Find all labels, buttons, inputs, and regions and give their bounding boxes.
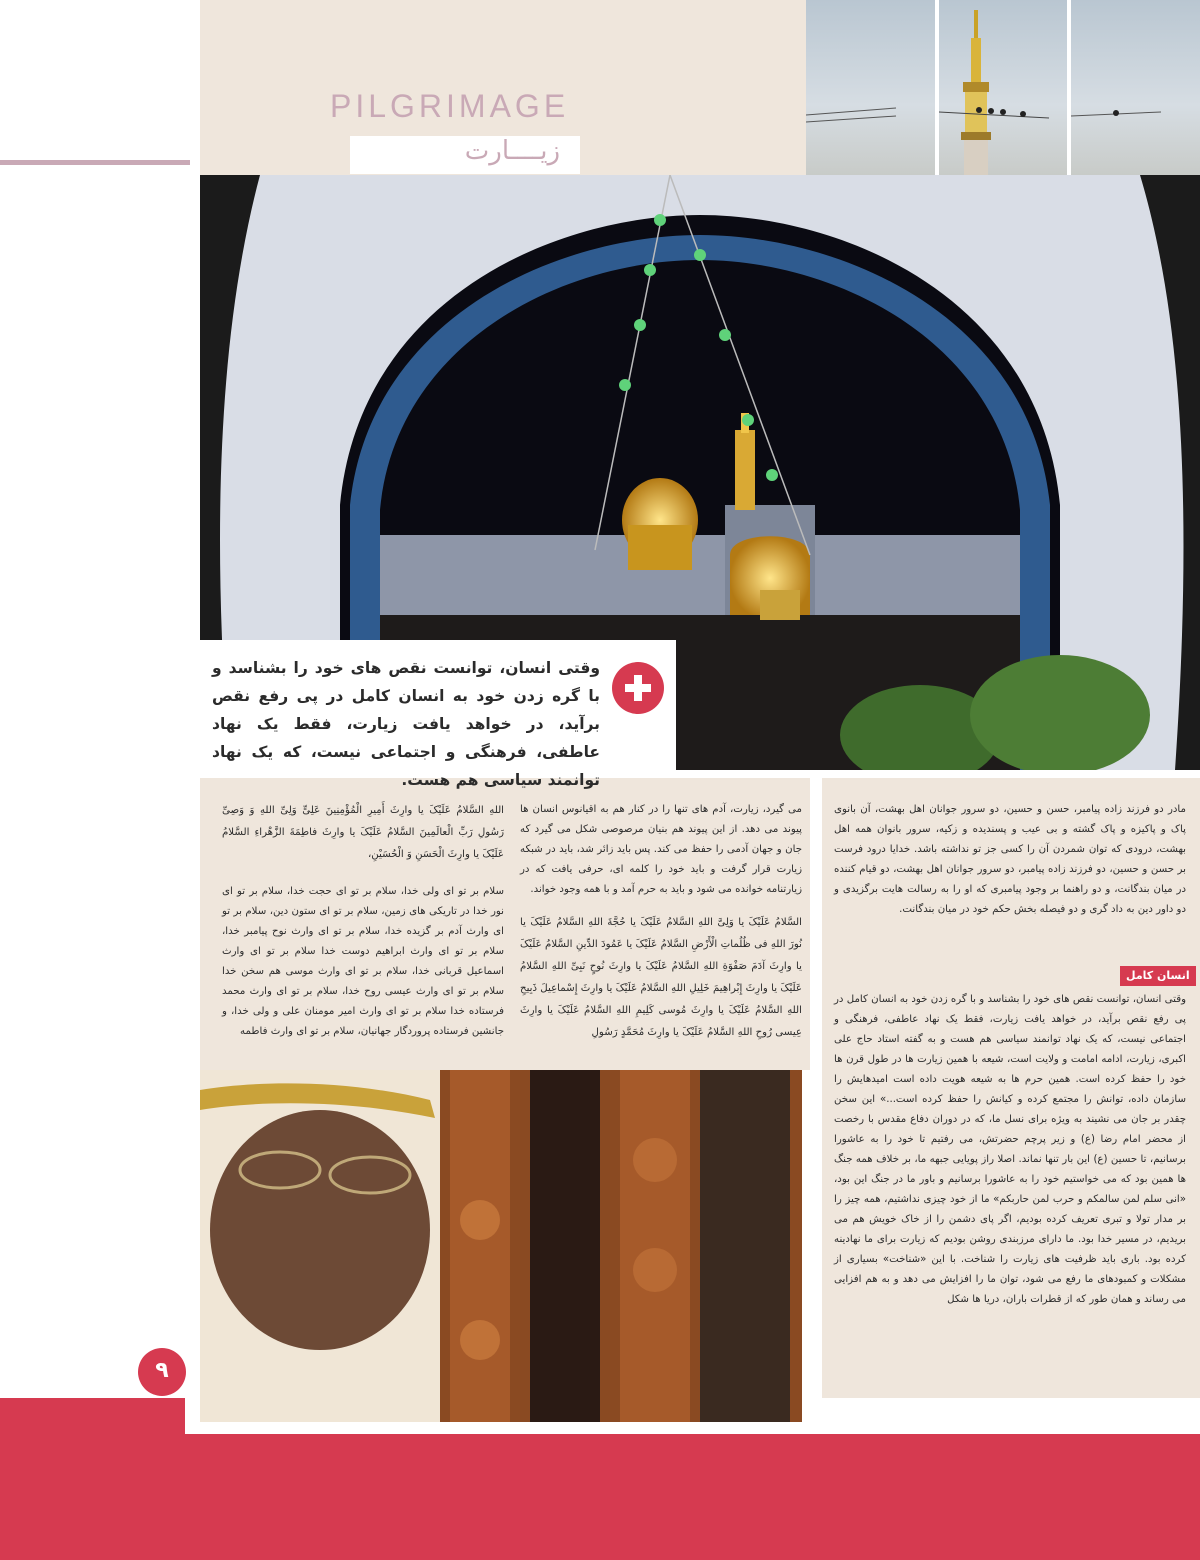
prayer-text-arabic-continued: اللهِ السَّلامُ عَلَیْکَ یا وارِثَ أَمِیرِ الْمُؤْمِنِینَ عَلِیٍّ وَلِیِّ اللهِ وَ وَصِیِّ رَسُولِ رَبِّ الْعالَمِینَ السَّلامُ عَلَیْکَ یا وارِثَ فاطِمَةَ الزَّهْراءِ السَّلامُ عَلَیْکَ یا وارِثَ الْحَسَنِ وَ الْحُسَیْنِ، <box>222 805 504 860</box>
page-number: ۹ <box>138 1348 186 1396</box>
section-title-english: PILGRIMAGE <box>330 88 570 124</box>
birds-on-wire-graphic <box>939 0 1068 175</box>
sky-photo-1 <box>806 0 935 175</box>
minaret-photo <box>939 0 1068 175</box>
prayer-text-arabic: السَّلامُ عَلَیْکَ یا وَلِیَّ اللهِ السَّلامُ عَلَیْکَ یا حُجَّةَ اللهِ السَّلامُ عَلَیْکَ یا نُورَ اللهِ فی ظُلُماتِ الْأَرْضِ السَّلامُ عَلَیْکَ یا عَمُودَ الدِّینِ السَّلامُ عَلَیْکَ یا وارِثَ آدَمَ صَفْوَةِ اللهِ السَّلامُ عَلَیْکَ یا وارِثَ نُوحٍ نَبِیِّ اللهِ السَّلامُ عَلَیْکَ یا وارِثَ إِبْراهِیمَ خَلِیلِ اللهِ السَّلامُ عَلَیْکَ یا وارِثَ إِسْماعِیلَ ذَبِیحِ اللهِ السَّلامُ عَلَیْکَ یا وارِثَ مُوسی کَلِیمِ اللهِ السَّلامُ عَلَیْکَ یا وارِثَ عِیسی رُوحِ اللهِ السَّلامُ عَلَیْکَ یا وارِثَ مُحَمَّدٍ رَسُولِ <box>520 917 802 1038</box>
article-column-middle-top: می گیرد، زیارت، آدم های تنها را در کنار هم به اقیانوس انسان ها پیوند می دهد. از این پیوند هم بنیان مرصوصی شکل می گیرد که جان و جهان آدمی را حفظ می کند. پس باید زائر شد، باید در شبکه زیارت قرار گرفت و باید خود را کلمه ای، حرفی یافت که در زیارتنامه خوانده می شود و باید به حرم آمد و با همه وجود خواند. <box>520 804 802 895</box>
article-column-right-bottom: وقتی انسان، توانست نقص های خود را بشناسد و با گره زدن خود به انسان کامل در پی رفع نقص برآید، در خواهد یافت زیارت، فقط یک نهاد عاطفی، فرهنگی و اجتماعی نیست، که یک نهاد توانمند سیاسی هم هست و به گفته استاد حاج علی اکبری، زیارت، ادامه امامت و ولایت است، شیعه با همین زیارت ها در طول قرن ها خود را حفظ کرده است. همین حرم ها به شیعه هویت داده است امیدهایش را سازمان داده، توانش را مجتمع کرده و کیانش را حفظ کرده است...» این سخن چقدر بر جان می نشیند به ویژه برای نسل ما، که در دوران دفاع مقدس با رخصت از محضر امام رضا (ع) و زیر پرچم حضرتش، می رفتیم تا خود را به عاشورا برسانیم، تا حسین (ع) این بار تنها نماند. اصلا راز پویایی جبهه ما، بر خلاف همه جنگ ها همین بود که می خواستیم خود را به عاشورا برسانیم و باور ما در جنگ این بود، «انی سلم لمن سالمکم و حرب لمن حاربکم» ما از خود چیزی نداشتیم، همه چیز را بر مدار تولا و تبری تعریف کرده بودیم، اگر پای دشمن را از خاک خویش هم می بریدیم، در مسیر خدا بود. ما دارای مرزبندی روشن بودیم که زیارت برای ما نهادینه کرده بود. باری باید ظرفیت های زیارت را شناخت. با این «شناخت» بسیاری از مشکلات و کمبودهای ما رفع می شود، توان ما را افزایش می دهد و به هم افزایی می رساند و همان طور که از قطرات باران، دریا ها شکل <box>834 994 1186 1305</box>
plus-icon <box>612 662 664 714</box>
pull-quote: وقتی انسان، توانست نقص های خود را بشناسد و با گره زدن خود به انسان کامل در پی رفع نقص برآید، در خواهد یافت زیارت، فقط یک نهاد عاطفی، فرهنگی و اجتماعی نیست، که یک نهاد توانمند سیاسی هم هست. <box>212 659 600 789</box>
pilgrim-woman-photo <box>200 1070 802 1422</box>
prayer-translation: سلام بر تو ای ولی خدا، سلام بر تو ای حجت خدا، سلام بر تو ای نور خدا در تاریکی های زمین، سلام بر تو ای ستون دین، سلام بر تو ای وارث آدم بر گزیده خدا، سلام بر تو ای وارث نوح پیامبر خدا، سلام بر تو ای وارث ابراهیم دوست خدا سلام بر تو ای وارث اسماعیل قربانی خدا، سلام بر تو ای وارث موسی هم سخن خدا سلام بر تو ای وارث عیسی روح خدا، سلام بر تو ای وارث محمد فرستاده خدا سلام بر تو ای وارث امیر مومنان علی و ولی خدا، و جانشین فرستاده پروردگار جهانیان، سلام بر تو ای وارث فاطمه <box>222 886 504 1037</box>
subheading-perfect-human: انسان کامل <box>1120 966 1196 986</box>
sky-photo-3 <box>1071 0 1200 175</box>
article-column-right-top: مادر دو فرزند زاده پیامبر، حسن و حسین، دو سرور جوانان اهل بهشت، آن بانوی پاک و پاکیزه و پاک گشته و بی عیب و پسندیده و زکیه، سرور بانوان همه اهل بهشت، درودی که توان شمردن آن را کسی جز تو نداشته باشد. خدایا درود فرست بر حسن و حسین، دو فرزند زاده پیامبر، دو سرور جوانان اهل بهشت، دو قیام کننده در میان بندگانت، و دو راهنما بر وجود پیامبری که او را به رسالت هایت برگزیدی و دو داور دین به داد گری و دو فیصله بخش حکم خود در میان بندگانت. <box>834 804 1186 915</box>
sky-wires-graphic <box>806 0 935 175</box>
header-rule-left <box>0 160 190 165</box>
section-title-persian: زیــــارت <box>350 136 580 174</box>
sky-wires-graphic-2 <box>1071 0 1200 175</box>
header-photo-strip <box>806 0 1200 175</box>
pilgrim-illustration <box>200 1070 802 1422</box>
